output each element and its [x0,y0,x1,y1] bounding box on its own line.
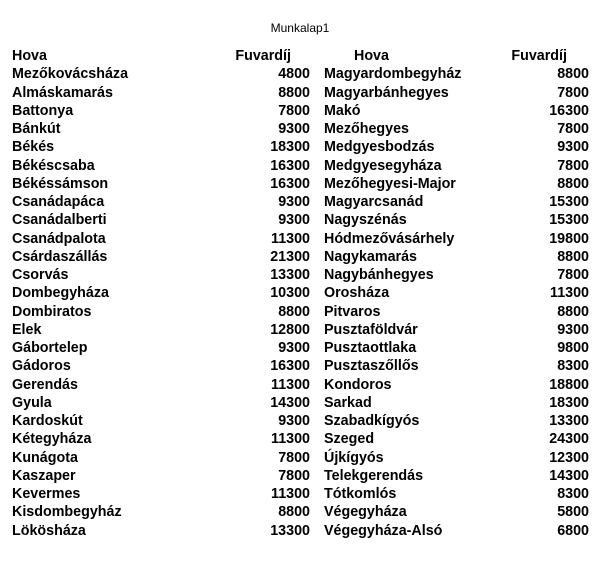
fee-cell: 14300 [270,394,310,411]
destination-cell: Gádoros [12,358,71,375]
fee-cell: 7800 [557,157,589,174]
table-row [12,522,310,540]
destination-cell: Orosháza [324,285,390,302]
fee-cell: 16300 [270,358,310,375]
table-row [12,120,310,138]
table-row [12,503,310,521]
destination-cell: Dombegyháza [12,285,109,302]
right-fee-table [324,47,589,540]
table-row [12,266,310,284]
fee-cell: 9300 [278,121,310,137]
fee-cell: 8800 [557,303,589,320]
destination-cell: Telekgerendás [324,467,424,484]
fee-cell: 16300 [270,157,310,174]
destination-cell: Nagybánhegyes [324,267,434,283]
destination-cell: Bánkút [12,121,61,137]
table-row [324,120,589,138]
table-row [12,412,310,430]
table-row [324,412,589,430]
table-row [324,357,589,375]
table-row [324,211,589,229]
fee-cell: 18800 [549,376,589,393]
table-row [324,193,589,211]
destination-cell: Medgyesbodzás [324,139,435,156]
table-row [324,65,589,83]
destination-cell: Végegyháza-Alsó [324,522,443,539]
destination-cell: Kevermes [12,486,81,502]
table-row [324,522,589,540]
fee-cell: 8800 [278,303,310,320]
fee-cell: 6800 [557,522,589,539]
fee-cell: 11300 [271,431,310,448]
destination-cell: Pusztaföldvár [324,321,418,338]
destination-cell: Szeged [324,431,375,448]
fee-cell: 8800 [557,248,589,265]
destination-cell: Gyula [12,394,52,411]
table-row [324,138,589,156]
table-row [324,157,589,175]
destination-cell: Újkígyós [324,449,384,466]
sheet-title: Munkalap1 [270,21,330,35]
fee-cell: 16300 [270,175,310,192]
table-row [12,230,310,248]
table-row [12,193,310,211]
fee-cell: 9300 [278,340,310,356]
fee-cell: 7800 [557,84,589,101]
fee-cell: 7800 [278,449,310,466]
table-row [12,175,310,193]
table-row [12,321,310,339]
table-row [12,303,310,321]
table-row [324,376,589,394]
table-row [324,321,589,339]
fee-cell: 11300 [271,486,310,502]
fee-cell: 9300 [557,321,589,338]
fee-cell: 13300 [270,267,310,283]
fee-cell: 8800 [278,84,310,101]
destination-cell: Csanádalberti [12,212,107,229]
destination-cell: Pusztaszőllős [324,358,419,375]
destination-cell: Kunágota [12,449,78,466]
destination-cell: Szabadkígyós [324,413,420,429]
destination-cell: Békéssámson [12,175,109,192]
table-row [12,467,310,485]
table-row [12,211,310,229]
destination-cell: Kétegyháza [12,431,92,448]
destination-cell: Kisdombegyház [12,504,122,521]
destination-cell: Medgyesegyháza [324,157,442,174]
table-row [12,284,310,302]
fee-cell: 13300 [270,522,310,539]
fee-cell: 7800 [278,467,310,484]
fee-cell: 18300 [270,139,310,156]
table-row [12,84,310,102]
right-fee-header: Fuvardíj [511,48,567,64]
table-row [324,449,589,467]
table-row [12,102,310,120]
destination-cell: Hódmezővásárhely [324,230,455,247]
fee-cell: 9300 [278,413,310,429]
right-destination-header: Hova [354,48,389,64]
table-row [324,175,589,193]
destination-cell: Csanádpalota [12,230,106,247]
destination-cell: Mezőkovácsháza [12,66,129,83]
table-row [324,394,589,412]
table-row [12,394,310,412]
left-fee-table [12,47,310,540]
table-row [324,430,589,448]
destination-cell: Kardoskút [12,413,83,429]
destination-cell: Kondoros [324,376,392,393]
left-rows [12,65,310,540]
left-fee-header: Fuvardíj [235,48,291,64]
destination-cell: Mezőhegyes [324,121,410,137]
destination-cell: Dombiratos [12,303,92,320]
table-row [12,248,310,266]
destination-cell: Elek [12,321,42,338]
fee-cell: 11300 [271,376,310,393]
destination-cell: Magyarcsanád [324,194,424,210]
fee-cell: 5800 [557,504,589,521]
destination-cell: Gerendás [12,376,78,393]
table-row [12,449,310,467]
destination-cell: Tótkomlós [324,486,397,502]
table-row [324,248,589,266]
right-rows [324,65,589,540]
fee-cell: 4800 [278,66,310,83]
fee-cell: 12800 [270,321,310,338]
destination-cell: Csárdaszállás [12,248,108,265]
fee-cell: 7800 [557,267,589,283]
destination-cell: Battonya [12,102,74,119]
table-row [324,467,589,485]
fee-cell: 8300 [557,486,589,502]
destination-cell: Csorvás [12,267,69,283]
fee-cell: 11300 [550,285,589,302]
left-destination-header: Hova [12,48,47,64]
destination-cell: Pitvaros [324,303,381,320]
fee-cell: 15300 [549,194,589,210]
table-row [12,65,310,83]
destination-cell: Mezőhegyesi-Major [324,175,456,192]
fee-cell: 15300 [549,212,589,229]
fee-cell: 7800 [278,102,310,119]
destination-cell: Pusztaottlaka [324,340,417,356]
fee-cell: 9300 [278,212,310,229]
fee-cell: 9300 [557,139,589,156]
right-header-row [324,47,589,65]
fee-cell: 8800 [557,66,589,83]
fee-cell: 7800 [557,121,589,137]
destination-cell: Almáskamarás [12,84,113,101]
table-row [12,157,310,175]
table-row [12,339,310,357]
table-row [12,376,310,394]
destination-cell: Békéscsaba [12,157,95,174]
fee-cell: 19800 [549,230,589,247]
destination-cell: Kaszaper [12,467,76,484]
destination-cell: Magyardombegyház [324,66,462,83]
left-header-row [12,47,310,65]
fee-cell: 8300 [557,358,589,375]
fee-cell: 9300 [278,194,310,210]
table-row [12,138,310,156]
table-row [324,230,589,248]
fee-cell: 14300 [549,467,589,484]
fee-cell: 9800 [557,340,589,356]
destination-cell: Magyarbánhegyes [324,84,449,101]
table-row [324,485,589,503]
destination-cell: Lökösháza [12,522,86,539]
table-row [324,102,589,120]
fee-cell: 21300 [270,248,310,265]
fee-cell: 24300 [549,431,589,448]
table-row [324,503,589,521]
table-row [324,339,589,357]
fee-cell: 16300 [549,102,589,119]
fee-cell: 10300 [270,285,310,302]
fee-cell: 8800 [557,175,589,192]
table-row [324,303,589,321]
fee-cell: 11300 [271,230,310,247]
table-row [12,485,310,503]
destination-cell: Nagykamarás [324,248,417,265]
table-row [12,430,310,448]
table-row [324,266,589,284]
destination-cell: Békés [12,139,55,156]
destination-cell: Makó [324,102,361,119]
fee-cell: 8800 [278,504,310,521]
fee-cell: 12300 [549,449,589,466]
table-row [324,284,589,302]
destination-cell: Végegyháza [324,504,407,521]
fee-cell: 13300 [549,413,589,429]
table-row [324,84,589,102]
table-row [12,357,310,375]
destination-cell: Gábortelep [12,340,88,356]
fee-cell: 18300 [549,394,589,411]
destination-cell: Csanádapáca [12,194,105,210]
destination-cell: Nagyszénás [324,212,407,229]
destination-cell: Sarkad [324,394,372,411]
